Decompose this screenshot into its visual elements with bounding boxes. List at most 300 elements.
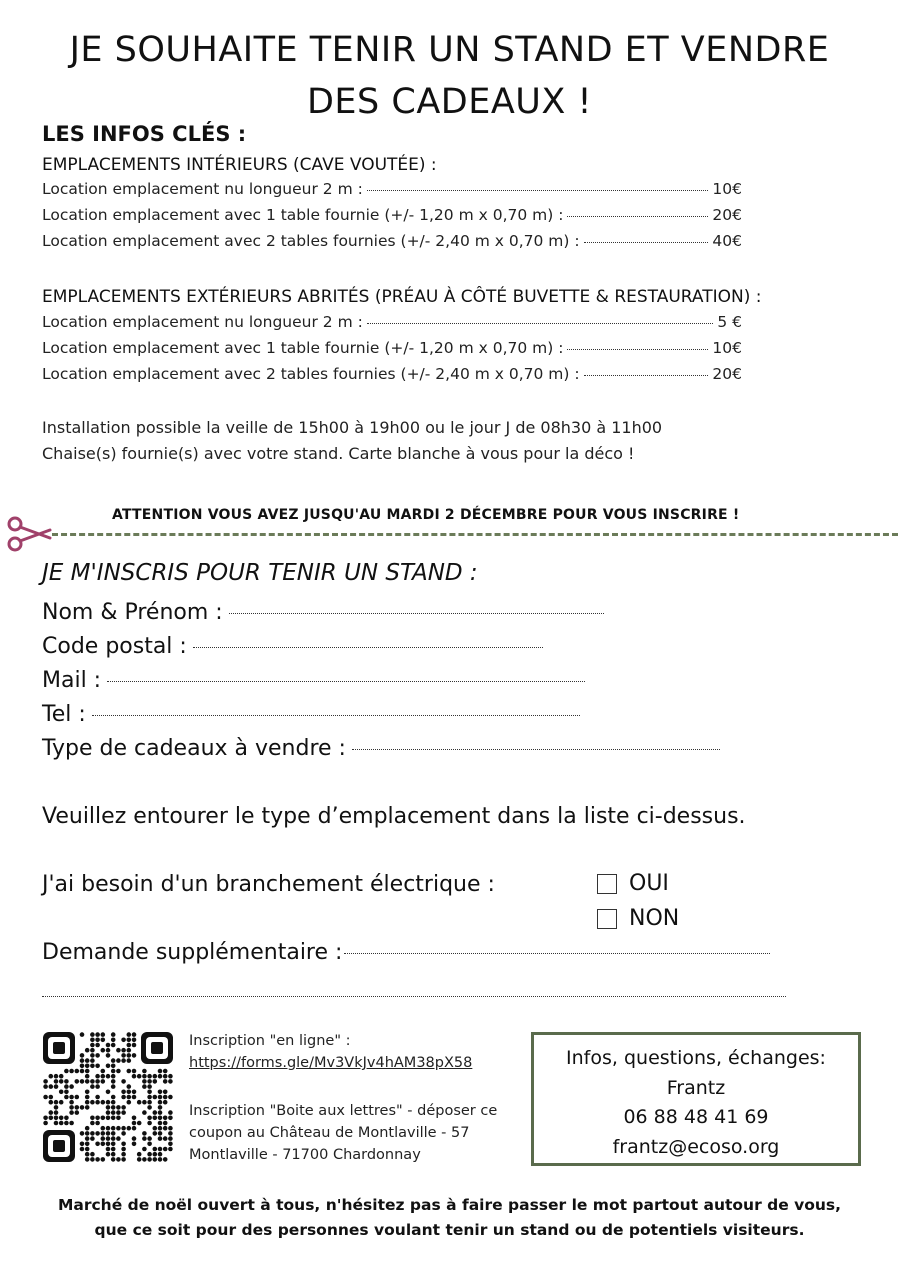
no-label: NON [629,906,680,931]
qr-module [137,1157,142,1162]
key-info-heading: LES INFOS CLÉS : [42,122,247,146]
qr-module [54,1100,59,1105]
qr-module [90,1157,95,1162]
qr-module [90,1136,95,1141]
qr-module [111,1142,116,1147]
qr-module [101,1131,106,1136]
qr-module [158,1095,163,1100]
qr-module [158,1131,163,1136]
gift-type-fill-line[interactable] [352,749,720,750]
qr-module [80,1053,85,1058]
qr-module [147,1090,152,1095]
qr-module [116,1058,121,1063]
qr-module [168,1116,173,1121]
item-price: 20€ [712,206,742,224]
qr-module [121,1058,126,1063]
dot-leader [567,216,708,217]
qr-module [95,1142,100,1147]
exterior-item-3 [42,365,742,383]
tel-fill-line[interactable] [92,715,580,716]
qr-module [147,1121,152,1126]
qr-module [111,1058,116,1063]
qr-module [43,1079,48,1084]
qr-module [163,1136,168,1141]
qr-module [90,1064,95,1069]
qr-module [127,1048,132,1053]
qr-module [95,1053,100,1058]
page-title-line-1: JE SOUHAITE TENIR UN STAND ET VENDRE [69,30,830,70]
qr-module [121,1048,126,1053]
qr-module [106,1116,111,1121]
qr-module [168,1142,173,1147]
qr-module [137,1074,142,1079]
qr-module [95,1095,100,1100]
qr-module [158,1069,163,1074]
qr-module [158,1105,163,1110]
qr-module [80,1079,85,1084]
contact-email[interactable]: frantz@ecoso.org [612,1135,780,1158]
qr-module [80,1105,85,1110]
qr-module [69,1069,74,1074]
qr-module [90,1116,95,1121]
qr-module [90,1043,95,1048]
qr-module [64,1069,69,1074]
mail-label: Mail : [42,668,102,693]
item-price: 10€ [712,339,742,357]
qr-module [90,1152,95,1157]
qr-module [127,1058,132,1063]
qr-module [153,1157,158,1162]
qr-module [127,1032,132,1037]
qr-module [121,1126,126,1131]
qr-module [106,1152,111,1157]
name-fill-line[interactable] [229,613,604,614]
qr-module [75,1105,80,1110]
qr-module [90,1048,95,1053]
qr-module [158,1100,163,1105]
qr-module [142,1157,147,1162]
qr-module [54,1079,59,1084]
qr-module [80,1064,85,1069]
qr-module [111,1084,116,1089]
installation-note: Installation possible la veille de 15h00 à 19h00 ou le jour J de 08h30 à 11h00 [42,418,663,437]
qr-module [116,1116,121,1121]
qr-module [147,1084,152,1089]
name-label: Nom & Prénom : [42,600,223,625]
qr-module [132,1136,137,1141]
tel-label: Tel : [42,702,86,727]
qr-module [153,1116,158,1121]
scissors-icon [6,516,52,556]
qr-module [111,1116,116,1121]
qr-module [64,1079,69,1084]
option-yes[interactable] [597,871,669,896]
qr-module [142,1079,147,1084]
item-price: 40€ [712,232,742,250]
qr-module [132,1142,137,1147]
qr-module [75,1110,80,1115]
item-price: 10€ [712,180,742,198]
qr-module [163,1147,168,1152]
qr-module [85,1074,90,1079]
name-field[interactable] [42,600,604,625]
footer-line-1: Marché de noël ouvert à tous, n'hésitez pas à faire passer le mot partout autour de vous, [57,1196,842,1214]
extra-request-field[interactable] [42,940,770,965]
qr-module [64,1084,69,1089]
qr-module [85,1131,90,1136]
qr-module [163,1126,168,1131]
qr-module [158,1074,163,1079]
qr-module [147,1100,152,1105]
contact-box [531,1032,861,1166]
qr-module [111,1126,116,1131]
qr-module [142,1147,147,1152]
qr-module [168,1074,173,1079]
qr-module [90,1131,95,1136]
qr-module [116,1110,121,1115]
interior-item-2 [42,206,742,224]
qr-module [147,1079,152,1084]
exterior-item-1 [42,313,742,331]
qr-module [106,1131,111,1136]
qr-module [80,1131,85,1136]
qr-module [85,1090,90,1095]
qr-module [116,1069,121,1074]
qr-module [153,1147,158,1152]
qr-module [127,1090,132,1095]
qr-module [121,1105,126,1110]
qr-module [147,1157,152,1162]
dot-leader [584,242,709,243]
extra-request-fill-line-2[interactable] [42,996,786,997]
qr-module [106,1105,111,1110]
qr-module [49,1074,54,1079]
qr-module [132,1095,137,1100]
qr-module [127,1084,132,1089]
qr-module [147,1105,152,1110]
qr-module [142,1136,147,1141]
exterior-item-2 [42,339,742,357]
yes-checkbox[interactable] [597,874,617,894]
qr-module [85,1064,90,1069]
item-label: Location emplacement avec 1 table fournie (+/- 1,20 m x 0,70 m) : [42,339,564,357]
option-no[interactable] [597,906,679,931]
gift-type-label: Type de cadeaux à vendre : [42,736,346,761]
qr-module [142,1074,147,1079]
qr-module [168,1126,173,1131]
qr-module [54,1084,59,1089]
qr-module [80,1058,85,1063]
qr-module [142,1069,147,1074]
qr-module [153,1074,158,1079]
qr-module [101,1048,106,1053]
qr-module [121,1157,126,1162]
qr-module [111,1131,116,1136]
qr-module [116,1157,121,1162]
qr-module [85,1152,90,1157]
qr-module [59,1121,64,1126]
postal-code-field[interactable] [42,634,543,659]
tel-field[interactable] [42,702,580,727]
qr-module [95,1038,100,1043]
qr-module [132,1032,137,1037]
gift-type-field[interactable] [42,736,720,761]
qr-module [111,1157,116,1162]
qr-module [90,1038,95,1043]
qr-module [121,1147,126,1152]
qr-module [163,1090,168,1095]
qr-module [106,1142,111,1147]
qr-module [85,1136,90,1141]
qr-module [95,1074,100,1079]
no-checkbox[interactable] [597,909,617,929]
item-price: 20€ [712,365,742,383]
dot-leader [367,323,714,324]
qr-module [111,1100,116,1105]
qr-module [43,1095,48,1100]
qr-module [142,1110,147,1115]
qr-module [137,1121,142,1126]
qr-module [163,1095,168,1100]
interior-item-1 [42,180,742,198]
qr-module [132,1126,137,1131]
qr-module [168,1095,173,1100]
qr-module [158,1116,163,1121]
qr-module [64,1121,69,1126]
qr-module [127,1069,132,1074]
electric-question: J'ai besoin d'un branchement électrique : [42,872,495,897]
qr-module [106,1147,111,1152]
qr-module [147,1142,152,1147]
qr-module [127,1100,132,1105]
qr-module [116,1048,121,1053]
qr-module [75,1095,80,1100]
qr-module [90,1079,95,1084]
interior-heading: EMPLACEMENTS INTÉRIEURS (CAVE VOUTÉE) : [42,155,437,175]
qr-module [64,1095,69,1100]
qr-module [163,1116,168,1121]
qr-module [95,1131,100,1136]
qr-module [90,1053,95,1058]
qr-module [101,1136,106,1141]
qr-module [168,1079,173,1084]
qr-module [54,1121,59,1126]
qr-module [49,1110,54,1115]
exterior-heading: EMPLACEMENTS EXTÉRIEURS ABRITÉS (PRÉAU À CÔTÉ BUVETTE & RESTAURATION) : [42,287,762,307]
qr-module [106,1110,111,1115]
qr-module [101,1079,106,1084]
qr-module [147,1136,152,1141]
chairs-note: Chaise(s) fournie(s) avec votre stand. Carte blanche à vous pour la déco ! [42,444,635,463]
qr-module [101,1142,106,1147]
qr-module [158,1110,163,1115]
qr-module [121,1152,126,1157]
contact-phone[interactable]: 06 88 48 41 69 [623,1106,769,1128]
qr-module [85,1079,90,1084]
qr-module [85,1095,90,1100]
qr-module [121,1038,126,1043]
postal-code-label: Code postal : [42,634,187,659]
qr-module [106,1126,111,1131]
qr-module [85,1069,90,1074]
qr-module [163,1157,168,1162]
qr-module [132,1121,137,1126]
qr-module [127,1038,132,1043]
qr-module [147,1074,152,1079]
qr-module [158,1147,163,1152]
qr-module [43,1116,48,1121]
qr-module [111,1110,116,1115]
qr-module [132,1043,137,1048]
qr-module [111,1079,116,1084]
qr-module [147,1116,152,1121]
qr-module [64,1090,69,1095]
dot-leader [567,349,708,350]
qr-module [90,1084,95,1089]
qr-module [111,1043,116,1048]
qr-module [95,1079,100,1084]
qr-module [85,1126,90,1131]
qr-module [54,1105,59,1110]
qr-module [106,1100,111,1105]
qr-module [80,1142,85,1147]
qr-module [85,1157,90,1162]
extra-request-fill-line[interactable] [344,953,770,954]
mail-field[interactable] [42,668,585,693]
qr-module [85,1058,90,1063]
qr-module [49,1084,54,1089]
qr-module [101,1032,106,1037]
qr-module [137,1100,142,1105]
circle-instruction: Veuillez entourer le type d’emplacement dans la liste ci-dessus. [42,804,746,829]
qr-module [153,1110,158,1115]
qr-module [106,1048,111,1053]
qr-module [111,1032,116,1037]
qr-module [106,1053,111,1058]
deadline-warning: ATTENTION VOUS AVEZ JUSQU'AU MARDI 2 DÉCEMBRE POUR VOUS INSCRIRE ! [112,507,740,523]
qr-module [64,1116,69,1121]
qr-module [142,1084,147,1089]
qr-module [101,1069,106,1074]
qr-module [101,1074,106,1079]
qr-module [132,1074,137,1079]
qr-module [111,1038,116,1043]
qr-module [132,1090,137,1095]
qr-module [147,1095,152,1100]
qr-module [101,1126,106,1131]
mail-fill-line[interactable] [107,681,585,682]
qr-module [85,1147,90,1152]
qr-module [111,1064,116,1069]
qr-module [69,1110,74,1115]
qr-module [153,1126,158,1131]
qr-module [59,1116,64,1121]
qr-module [132,1038,137,1043]
qr-module [153,1152,158,1157]
online-registration [189,1030,472,1074]
qr-module [101,1100,106,1105]
qr-module [168,1147,173,1152]
item-price: 5 € [717,313,742,331]
qr-module [111,1105,116,1110]
mailbox-registration: Inscription "Boite aux lettres" - déposer ce coupon au Château de Montlaville - 57 Montlaville - 71700 Chardonnay [189,1103,498,1163]
qr-module [101,1116,106,1121]
qr-module [111,1147,116,1152]
dot-leader [584,375,709,376]
qr-module [121,1053,126,1058]
interior-item-3 [42,232,742,250]
qr-module [85,1048,90,1053]
qr-module [54,1116,59,1121]
qr-module [106,1136,111,1141]
postal-code-fill-line[interactable] [193,647,543,648]
qr-module [163,1121,168,1126]
qr-module [127,1053,132,1058]
qr-module [153,1095,158,1100]
qr-module [69,1100,74,1105]
qr-module [49,1116,54,1121]
qr-module [121,1079,126,1084]
qr-module [69,1095,74,1100]
qr-module [101,1157,106,1162]
item-label: Location emplacement avec 2 tables fournies (+/- 2,40 m x 0,70 m) : [42,365,580,383]
qr-module [106,1064,111,1069]
page-title-line-2: DES CADEAUX ! [306,82,593,122]
qr-module [95,1084,100,1089]
qr-module [54,1110,59,1115]
item-label: Location emplacement nu longueur 2 m : [42,180,363,198]
online-registration-label: Inscription "en ligne" : [189,1033,351,1049]
qr-module [153,1079,158,1084]
qr-code[interactable] [43,1032,173,1162]
qr-module [75,1069,80,1074]
qr-module [121,1090,126,1095]
qr-module [111,1074,116,1079]
form-title: JE M'INSCRIS POUR TENIR UN STAND : [42,560,478,586]
qr-module [116,1136,121,1141]
qr-module [158,1121,163,1126]
qr-module [43,1084,48,1089]
qr-module [90,1121,95,1126]
qr-module [54,1074,59,1079]
qr-module [95,1116,100,1121]
qr-module [43,1121,48,1126]
qr-module [69,1105,74,1110]
qr-module [95,1043,100,1048]
qr-module [85,1142,90,1147]
qr-module [158,1090,163,1095]
cut-line [52,533,898,536]
qr-module [111,1152,116,1157]
qr-module [132,1116,137,1121]
qr-module [168,1131,173,1136]
qr-module [111,1095,116,1100]
footer-note [0,1193,899,1243]
qr-module [147,1152,152,1157]
qr-module [95,1121,100,1126]
online-registration-link[interactable]: https://forms.gle/Mv3VkJv4hAM38pX58 [189,1055,473,1071]
qr-module [163,1079,168,1084]
qr-module [80,1069,85,1074]
qr-module [95,1064,100,1069]
qr-module [106,1074,111,1079]
qr-module [163,1100,168,1105]
qr-module [142,1131,147,1136]
qr-module [121,1131,126,1136]
qr-module [69,1084,74,1089]
qr-module [132,1053,137,1058]
qr-module [158,1152,163,1157]
